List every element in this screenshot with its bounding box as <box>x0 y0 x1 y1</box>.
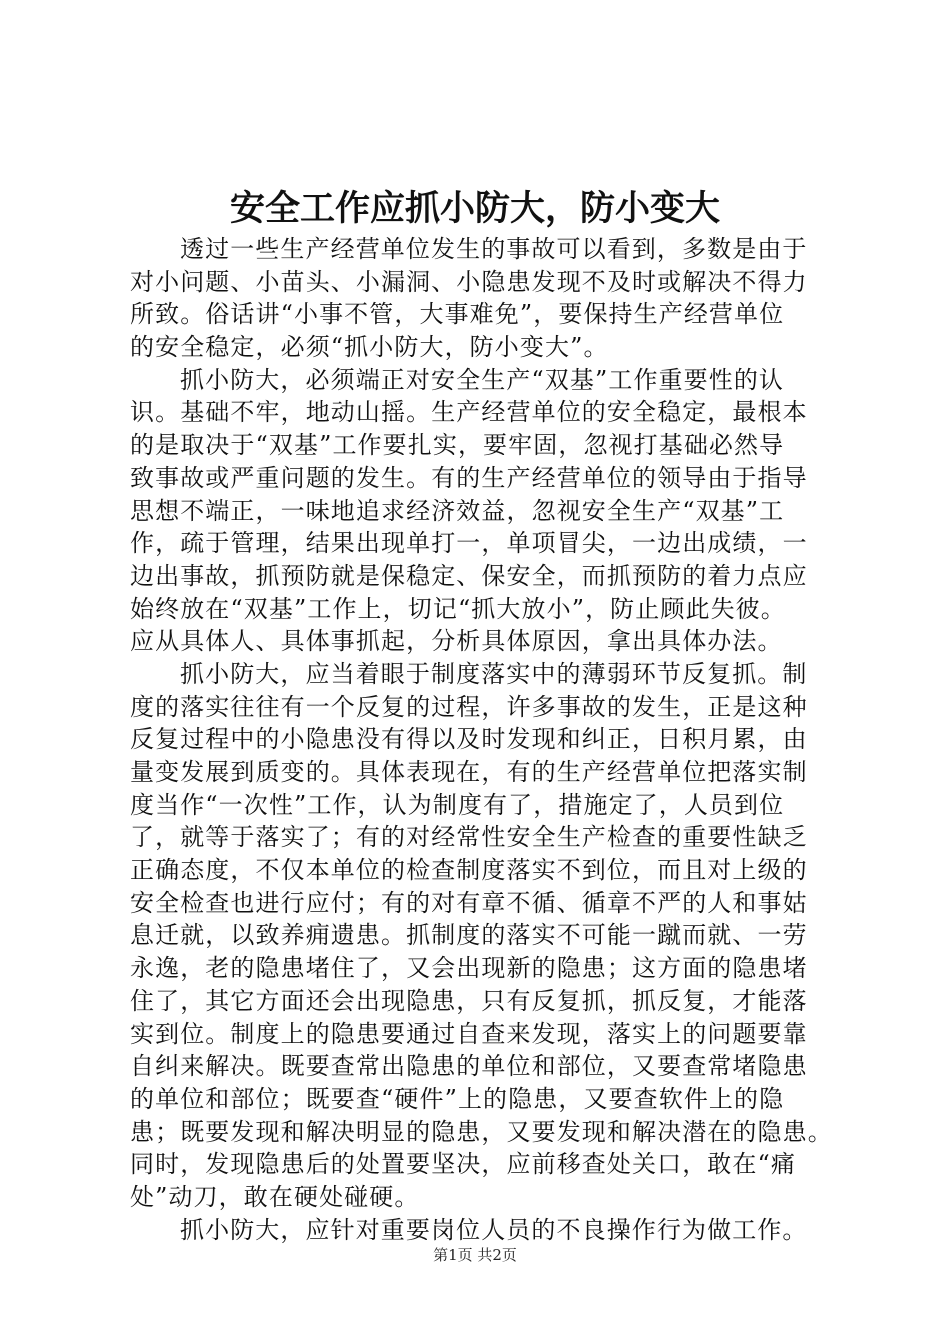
text-line: 抓小防大，必须端正对安全生产“双基”工作重要性的认 <box>180 365 785 394</box>
text-line: 所致。俗话讲“小事不管，大事难免”，要保持生产经营单位 <box>130 300 785 329</box>
text-line: 同时，发现隐患后的处置要坚决，应前移查处关口，敢在“痛 <box>130 1150 796 1179</box>
text-line: 致事故或严重问题的发生。有的生产经营单位的领导由于指导 <box>130 463 808 492</box>
text-line: 安全检查也进行应付；有的对有章不循、循章不严的人和事姑 <box>130 888 808 917</box>
text-line: 患；既要发现和解决明显的隐患，又要发现和解决潜在的隐患。 <box>130 1117 833 1146</box>
text-line: 处”动刀，敢在硬处碰硬。 <box>130 1182 420 1211</box>
text-line: 边出事故，抓预防就是保稳定、保安全，而抓预防的着力点应 <box>130 561 808 590</box>
text-line: 作，疏于管理，结果出现单打一，单项冒尖，一边出成绩，一 <box>130 529 808 558</box>
text-line: 的是取决于“双基”工作要扎实，要牢固，忽视打基础必然导 <box>130 431 785 460</box>
text-line: 始终放在“双基”工作上，切记“抓大放小”，防止顾此失彼。 <box>130 594 786 623</box>
text-line: 量变发展到质变的。具体表现在，有的生产经营单位把落实制 <box>130 758 808 786</box>
text-line: 实到位。制度上的隐患要通过自查来发现，落实上的问题要靠 <box>130 1019 808 1048</box>
text-line: 正确态度，不仅本单位的检查制度落实不到位，而且对上级的 <box>130 856 808 885</box>
text-line: 应从具体人、具体事抓起，分析具体原因，拿出具体办法。 <box>130 627 783 656</box>
document-title: 安全工作应抓小防大，防小变大 <box>229 188 720 229</box>
page-footer: 第1页 共2页 <box>433 1246 517 1264</box>
text-line: 思想不端正，一味地追求经济效益，忽视安全生产“双基”工 <box>130 496 785 525</box>
text-line: 识。基础不牢，地动山摇。生产经营单位的安全稳定，最根本 <box>130 398 808 427</box>
text-line: 永逸，老的隐患堵住了，又会出现新的隐患；这方面的隐患堵 <box>130 954 808 983</box>
text-line: 息迁就，以致养痈遗患。抓制度的落实不可能一蹴而就、一劳 <box>130 921 808 950</box>
text-line: 自纠来解决。既要查常出隐患的单位和部位，又要查常堵隐患 <box>130 1052 808 1081</box>
text-line: 透过一些生产经营单位发生的事故可以看到，多数是由于 <box>180 235 808 263</box>
text-line: 度的落实往往有一个反复的过程，许多事故的发生，正是这种 <box>130 692 808 721</box>
text-line: 反复过程中的小隐患没有得以及时发现和纠正，日积月累，由 <box>130 725 808 754</box>
text-line: 住了，其它方面还会出现隐患，只有反复抓，抓反复，才能落 <box>130 986 808 1015</box>
document-body <box>130 233 835 1246</box>
text-line: 的安全稳定，必须“抓小防大，防小变大”。 <box>130 333 609 362</box>
text-line: 了，就等于落实了；有的对经常性安全生产检查的重要性缺乏 <box>130 823 808 852</box>
text-line: 度当作“一次性”工作，认为制度有了，措施定了，人员到位 <box>130 790 785 819</box>
text-line: 的单位和部位；既要查“硬件”上的隐患，又要查软件上的隐 <box>130 1084 785 1113</box>
text-line: 抓小防大，应当着眼于制度落实中的薄弱环节反复抓。制 <box>180 659 808 688</box>
text-line: 对小问题、小苗头、小漏洞、小隐患发现不及时或解决不得力 <box>130 267 808 296</box>
text-line: 抓小防大，应针对重要岗位人员的不良操作行为做工作。 <box>180 1215 808 1244</box>
